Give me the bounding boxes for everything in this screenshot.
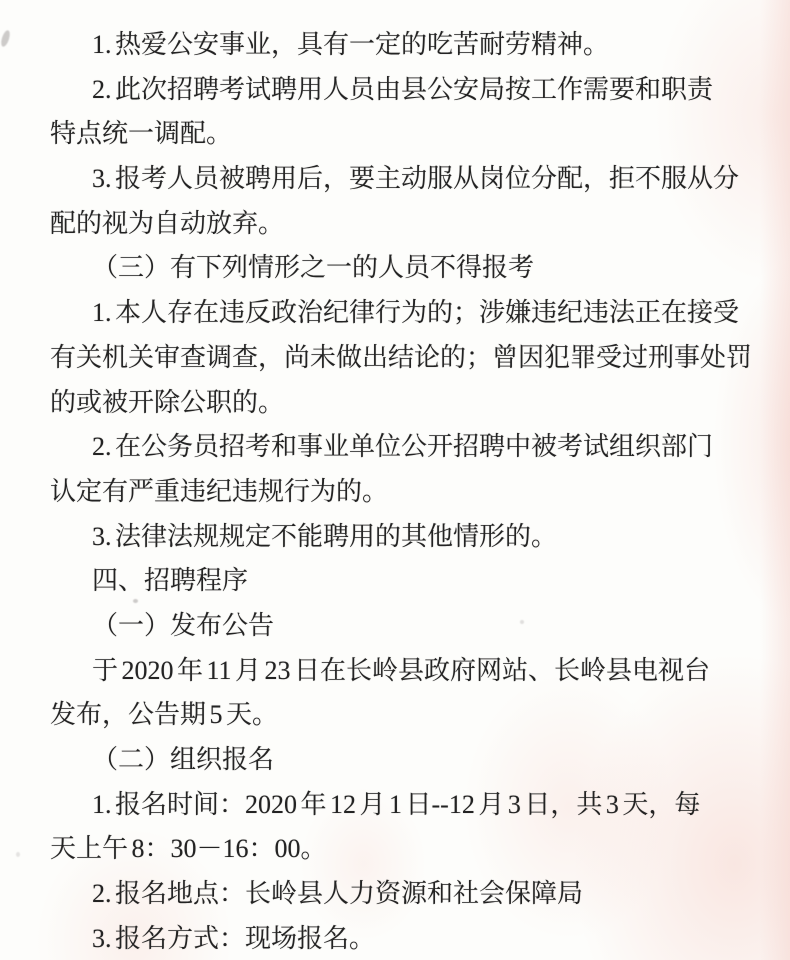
text-line: 1. 本人存在违反政治纪律行为的；涉嫌违纪违法正在接受 (92, 298, 740, 328)
text-line: 的或被开除公职的。 (50, 387, 285, 417)
text-line: 1. 热爱公安事业，具有一定的吃苦耐劳精神。 (92, 30, 610, 59)
text-line: 2. 报名地点：长岭县人力资源和社会保障局 (92, 879, 584, 909)
text-line: 2. 此次招聘考试聘用人员由县公安局按工作需要和职责 (92, 74, 714, 104)
text-line: 3. 法律法规规定不能聘用的其他情形的。 (92, 521, 558, 551)
text-line: 于 2020 年 11 月 23 日在长岭县政府网站、长岭县电视台 (92, 655, 711, 685)
text-line: （三）有下列情形之一的人员不得报考 (92, 253, 535, 283)
text-line: 特点统一调配。 (50, 119, 233, 149)
text-line: 有关机关审查调查，尚未做出结论的；曾因犯罪受过刑事处罚 (50, 342, 753, 372)
scan-artifact (16, 852, 20, 857)
text-line: 3. 报名方式：现场报名。 (92, 923, 376, 953)
text-line: 1. 报名时间：2020 年 12 月 1 日--12 月 3 日，共 3 天，每 (92, 789, 701, 819)
text-line: 发布，公告期 5 天。 (50, 700, 279, 730)
text-line: 四、招聘程序 (92, 566, 249, 596)
document-lines (50, 23, 762, 960)
text-line: （一）发布公告 (92, 610, 275, 640)
text-line: 2. 在公务员招考和事业单位公开招聘中被考试组织部门 (92, 432, 714, 462)
text-line: 配的视为自动放弃。 (50, 208, 285, 238)
text-line: （二）组织报名 (92, 745, 275, 774)
scan-artifact (0, 29, 11, 47)
text-line: 3. 报考人员被聘用后，要主动服从岗位分配，拒不服从分 (92, 164, 740, 194)
text-line: 天上午 8：30－16：00。 (50, 834, 327, 864)
text-line: 认定有严重违纪违规行为的。 (50, 476, 389, 506)
